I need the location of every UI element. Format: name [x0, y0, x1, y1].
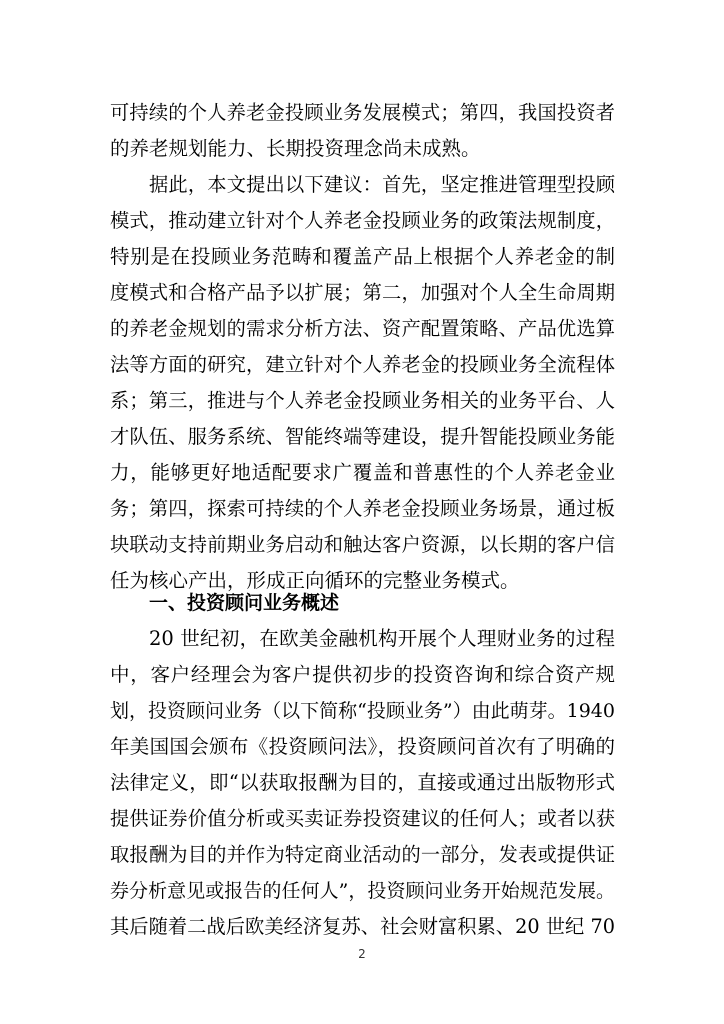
paragraph-line: 特别是在投顾业务范畴和覆盖产品上根据个人养老金的制 [110, 245, 615, 268]
paragraph-line: 的养老规划能力、长期投资理念尚未成熟。 [110, 137, 481, 160]
paragraph-line: 中，客户经理会为客户提供初步的投资咨询和综合资产规 [110, 663, 615, 686]
paragraph-line: 取报酬为目的并作为特定商业活动的一部分，发表或提供证 [110, 843, 615, 866]
paragraph-line: 的养老金规划的需求分析方法、资产配置策略、产品优选算 [110, 317, 615, 340]
paragraph-line: 块联动支持前期业务启动和触达客户资源，以长期的客户信 [110, 533, 615, 556]
paragraph-line: 力，能够更好地适配要求广覆盖和普惠性的个人养老金业 [110, 461, 615, 484]
paragraph-line: 提供证券价值分析或买卖证券投资建议的任何人；或者以获 [110, 807, 615, 830]
paragraph-line: 法等方面的研究，建立针对个人养老金的投顾业务全流程体 [110, 353, 615, 376]
paragraph-line: 年美国国会颁布《投资顾问法》，投资顾问首次有了明确的 [110, 735, 615, 758]
paragraph-line: 法律定义，即“以获取报酬为目的，直接或通过出版物形式 [110, 771, 615, 794]
paragraph-line: 券分析意见或报告的任何人”，投资顾问业务开始规范发展。 [110, 880, 615, 902]
paragraph-line: 据此，本文提出以下建议：首先，坚定推进管理型投顾 [149, 173, 615, 196]
paragraph-line: 务；第四，探索可持续的个人养老金投顾业务场景，通过板 [110, 497, 615, 520]
paragraph-line: 其后随着二战后欧美经济复苏、社会财富积累、20 世纪 70 [110, 915, 615, 938]
paragraph-line: 系；第三，推进与个人养老金投顾业务相关的业务平台、人 [110, 389, 615, 412]
paragraph-line: 度模式和合格产品予以扩展；第二，加强对个人全生命周期 [110, 281, 615, 304]
paragraph-line: 划，投资顾问业务（以下简称“投顾业务”）由此萌芽。1940 [110, 700, 615, 722]
paragraph-line: 任为核心产出，形成正向循环的完整业务模式。 [110, 569, 520, 592]
paragraph-line: 模式，推动建立针对个人养老金投顾业务的政策法规制度， [110, 209, 615, 232]
section-heading: 一、投资顾问业务概述 [149, 592, 340, 614]
page-number: 2 [358, 947, 366, 961]
paragraph-line: 可持续的个人养老金投顾业务发展模式；第四，我国投资者 [110, 101, 615, 124]
paragraph-line: 20 世纪初，在欧美金融机构开展个人理财业务的过程 [149, 627, 615, 650]
paragraph-line: 才队伍、服务系统、智能终端等建设，提升智能投顾业务能 [110, 425, 615, 448]
